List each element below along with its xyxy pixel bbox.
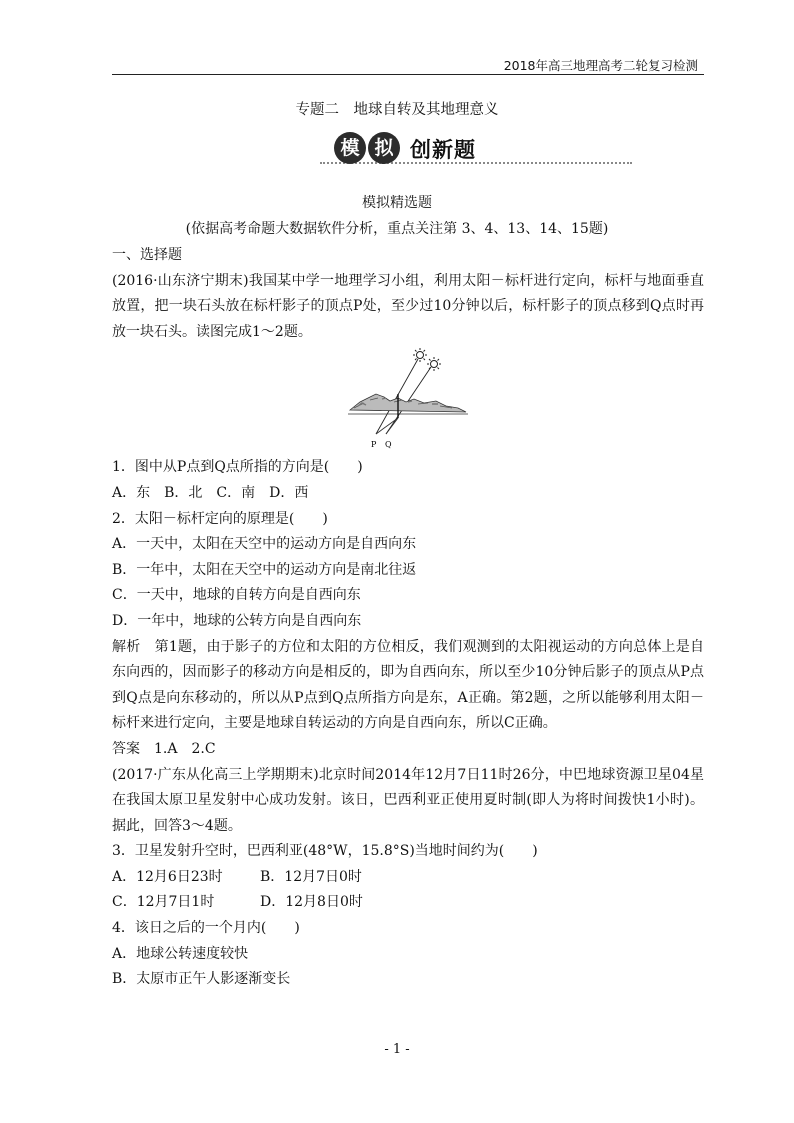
banner-seal-2: 拟 — [368, 132, 400, 164]
question-3-options-row-1 — [112, 865, 704, 891]
figure-label-p: P — [371, 440, 377, 450]
question-2-option-a: A．一天中，太阳在天空中的运动方向是自西向东 — [112, 536, 417, 553]
question-3-option-c: C．12月7日1时 — [112, 894, 215, 911]
content-body — [112, 243, 704, 993]
section-title: 模拟精选题 — [362, 195, 432, 211]
passage-2: (2017·广东从化高三上学期期末)北京时间2014年12月7日11时26分，中巴地球资源卫星04星在我国太原卫星发射中心成功发射。该日，巴西利亚正使用夏时制(即人为将时间拨快1小时)。据此，回答3～4题。 — [112, 766, 704, 834]
section-banner — [320, 132, 632, 168]
question-3-option-a: A．12月6日23时 — [112, 868, 223, 885]
banner-seal-1: 模 — [334, 132, 366, 164]
header-rule — [112, 74, 704, 75]
passage-1: (2016·山东济宁期末)我国某中学一地理学习小组，利用太阳－标杆进行定向，标杆与地面垂直放置，把一块石头放在标杆影子的顶点P处，至少过10分钟以后，标杆影子的顶点移到Q点时再放一块石头。读图完成1～2题。 — [112, 272, 704, 340]
page-number: - 1 - — [384, 1042, 410, 1057]
question-2-option-b: B．一年中，太阳在天空中的运动方向是南北往返 — [112, 561, 417, 578]
header-title: 2018年高三地理高考二轮复习检测 — [503, 58, 698, 73]
question-3-option-b: B．12月7日0时 — [260, 868, 362, 885]
sun-icon — [427, 357, 441, 371]
section-note: (依据高考命题大数据软件分析，重点关注第 3、4、13、14、15题) — [185, 221, 609, 237]
part-title: 一、选择题 — [112, 247, 182, 263]
question-2-option-c: C．一天中，地球的自转方向是自西向东 — [112, 587, 361, 604]
question-4-option-a: A．地球公转速度较快 — [112, 945, 249, 962]
sun-icon — [413, 348, 427, 362]
question-4-option-b: B．太原市正午人影逐渐变长 — [112, 971, 291, 988]
question-2-stem: 2．太阳－标杆定向的原理是( ) — [112, 510, 328, 527]
answer-text: 答案 1.A 2.C — [112, 740, 216, 757]
question-1-stem: 1．图中从P点到Q点所指的方向是( ) — [112, 459, 363, 476]
question-3-options-row-2 — [112, 890, 704, 916]
question-3-option-d: D．12月8日0时 — [260, 894, 363, 911]
banner-dotted-line — [320, 162, 632, 164]
question-4-stem: 4．该日之后的一个月内( ) — [112, 920, 300, 937]
question-2-option-d: D．一年中，地球的公转方向是自西向东 — [112, 612, 362, 629]
question-3-stem: 3．卫星发射升空时，巴西利亚(48°W，15.8°S)当地时间约为( ) — [112, 843, 538, 860]
question-1-options: A．东 B．北 C．南 D．西 — [112, 484, 309, 501]
figure-label-q: Q — [385, 440, 392, 450]
sun-pole-figure — [348, 348, 468, 452]
banner-title: 创新题 — [410, 137, 476, 162]
analysis-text: 解析 第1题，由于影子的方位和太阳的方位相反，我们观测到的太阳视运动的方向总体上是自东向西的，因而影子的移动方向是相反的，即为自西向东，所以至少10分钟后影子的顶点从P点到Q点是向东移动的，所以从P点到Q点所指方向是东，A正确。第2题，之所以能够利用太阳－标杆来进行定向，主要是地球自转运动的方向是自西向东，所以C正确。 — [112, 638, 704, 732]
topic-title: 专题二 地球自转及其地理意义 — [295, 102, 499, 118]
